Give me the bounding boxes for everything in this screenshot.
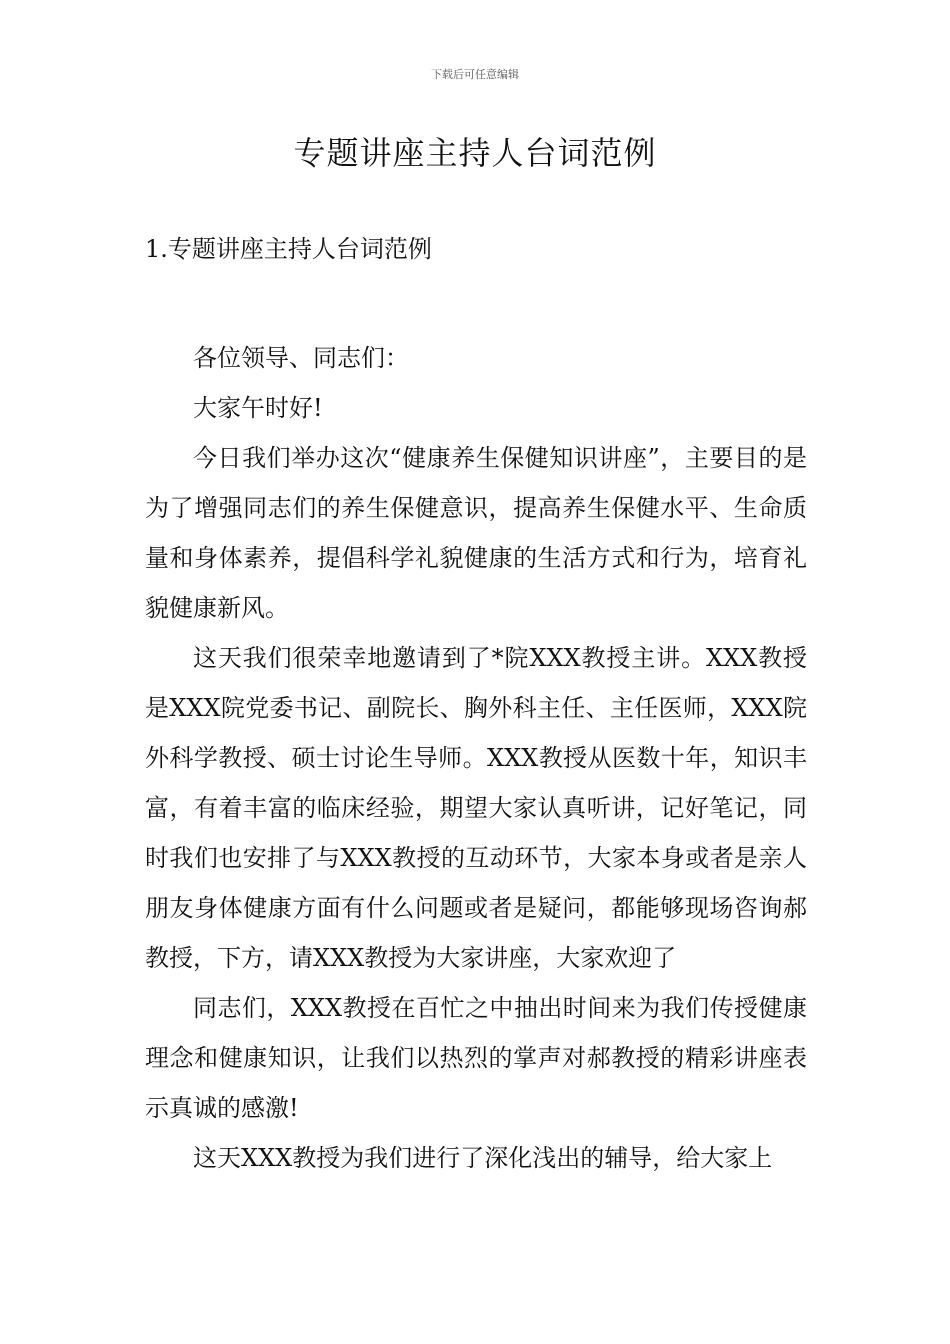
paragraph-speaker-intro: 这天我们很荣幸地邀请到了*院XXX教授主讲。XXX教授是XXX院党委书记、副院长、胸外科主任、主任医师，XXX院外科学教授、硕士讨论生导师。XXX教授从医数十年，知识丰富，有着丰富的临床经验，期望大家认真听讲，记好笔记，同时我们也安排了与XXX教授的互动环节，大家本身或者是亲人朋友身体健康方面有什么问题或者是疑问，都能够现场咨询郝教授，下方，请XXX教授为大家讲座，大家欢迎了 (145, 644, 807, 972)
section-heading: 1.专题讲座主持人台词范例 (145, 235, 432, 263)
paragraph-salutation: 大家午时好! (193, 394, 323, 422)
paragraph-summary: 这天XXX教授为我们进行了深化浅出的辅导，给大家上 (193, 1144, 773, 1172)
document-body (145, 333, 807, 1183)
paragraph-purpose: 今日我们举办这次“健康养生保健知识讲座”，主要目的是为了增强同志们的养生保健意识，提高养生保健水平、生命质量和身体素养，提倡科学礼貌健康的生活方式和行为，培育礼貌健康新风。 (145, 444, 807, 622)
header-note: 下载后可任意编辑 (431, 68, 519, 81)
document-title: 专题讲座主持人台词范例 (293, 134, 657, 172)
paragraph-thanks: 同志们，XXX教授在百忙之中抽出时间来为我们传授健康理念和健康知识，让我们以热烈的掌声对郝教授的精彩讲座表示真诚的感激! (145, 994, 807, 1122)
paragraph-greeting: 各位领导、同志们： (193, 344, 409, 372)
